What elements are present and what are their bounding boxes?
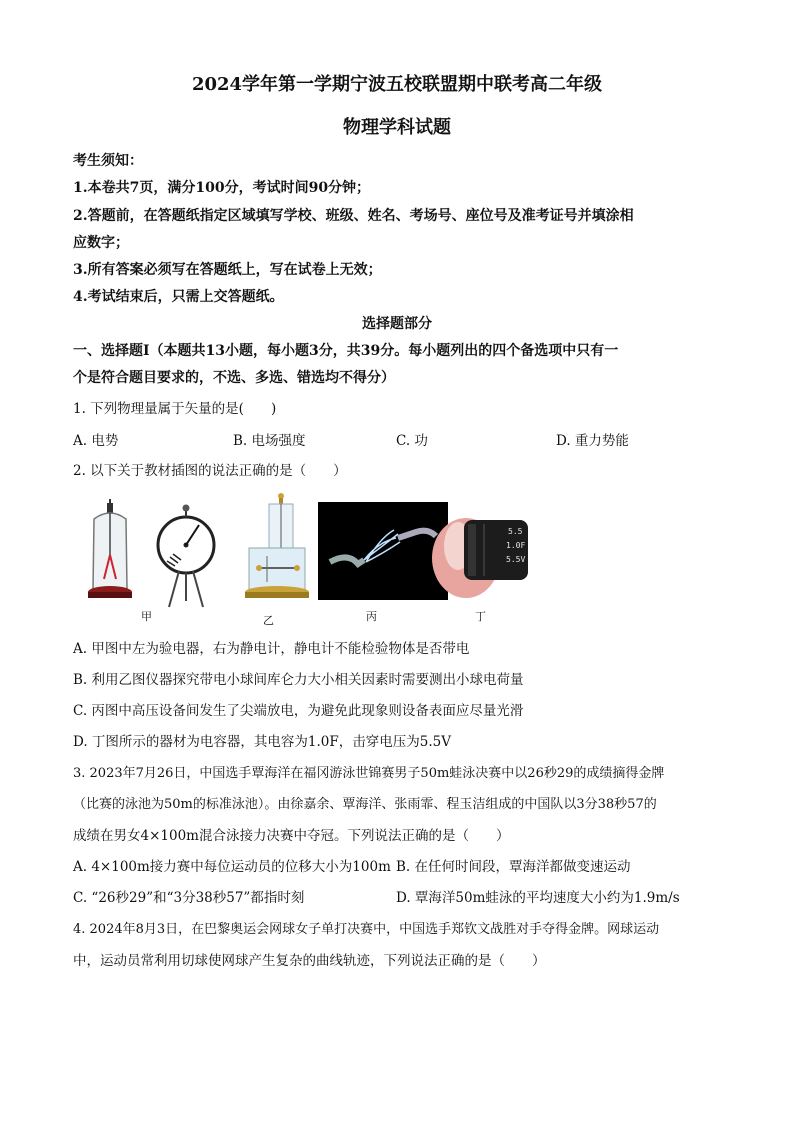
q2-option-b: B. 利用乙图仪器探究带电小球间库仑力大小相关因素时需要测出小球电荷量 (73, 672, 524, 688)
question-4-stem: 4. 2024年8月3日，在巴黎奥运会网球女子单打决赛中，中国选手郑钦文战胜对手夺得金牌。网球运动 (73, 922, 660, 937)
q1-option-d: D. 重力势能 (556, 433, 629, 449)
question-3-stem: （比赛的泳池为50m的标准泳池）。由徐嘉余、覃海洋、张雨霏、程玉洁组成的中国队以3分38秒57的 (73, 797, 657, 812)
figure-label-bing: 丙 (366, 610, 377, 623)
notice-item: 4.考试结束后，只需上交答题纸。 (73, 289, 284, 305)
notice-item: 应数字； (73, 235, 129, 251)
q1-option-b: B. 电场强度 (233, 433, 306, 449)
q3-option-c: C. “26秒29”和“3分38秒57”都指时刻 (73, 890, 305, 906)
q3-option-d: D. 覃海洋50m蛙泳的平均速度大小约为1.9m/s (396, 890, 680, 906)
q1-option-a: A. 电势 (73, 433, 119, 449)
q3-option-b: B. 在任何时间段，覃海洋都做变速运动 (396, 859, 631, 875)
question-4-stem: 中，运动员常利用切球使网球产生复杂的曲线轨迹，下列说法正确的是（ ） (73, 953, 546, 969)
figure-label-yi: 乙 (263, 614, 274, 627)
capacitor-label-1: 5.5 (508, 527, 523, 536)
notice-heading: 考生须知： (73, 153, 143, 169)
question-2-stem: 2. 以下关于教材插图的说法正确的是（ ） (73, 463, 347, 479)
notice-item: 3.所有答案必须写在答题纸上，写在试卷上无效； (73, 262, 382, 278)
figure-label-ding: 丁 (475, 610, 486, 623)
capacitor-label-3: 5.5V (506, 555, 526, 564)
question-1-stem: 1. 下列物理量属于矢量的是( ) (73, 401, 277, 417)
section-title: 选择题部分 (362, 316, 432, 332)
section-instruction: 一、选择题Ⅰ（本题共13小题，每小题3分，共39分。每小题列出的四个备选项中只有一 (73, 343, 619, 359)
figure-jia-electroscope (73, 497, 223, 609)
question-3-stem: 3. 2023年7月26日，中国选手覃海洋在福冈游泳世锦赛男子50m蛙泳决赛中以26秒29的成绩摘得金牌 (73, 766, 665, 781)
notice-item: 2.答题前，在答题纸指定区域填写学校、班级、姓名、考场号、座位号及准考证号并填涂相 (73, 208, 634, 224)
figure-yi-torsion-balance (239, 492, 311, 610)
q2-option-c: C. 丙图中高压设备间发生了尖端放电，为避免此现象则设备表面应尽量光滑 (73, 703, 524, 719)
q2-option-a: A. 甲图中左为验电器，右为静电计，静电计不能检验物体是否带电 (73, 641, 470, 657)
q2-option-d: D. 丁图所示的器材为电容器，其电容为1.0F，击穿电压为5.5V (73, 734, 451, 750)
notice-item: 1.本卷共7页，满分100分，考试时间90分钟； (73, 180, 371, 196)
q1-option-c: C. 功 (396, 433, 428, 449)
section-instruction: 个是符合题目要求的，不选、多选、错选均不得分） (73, 370, 395, 386)
question-3-stem: 成绩在男女4×100m混合泳接力决赛中夺冠。下列说法正确的是（ ） (73, 828, 510, 844)
figure-label-jia: 甲 (141, 610, 152, 623)
capacitor-label-2: 1.0F (506, 541, 526, 550)
exam-subtitle: 物理学科试题 (343, 117, 451, 138)
q2-figures (73, 497, 533, 625)
exam-title: 2024学年第一学期宁波五校联盟期中联考高二年级 (191, 74, 603, 95)
q3-option-a: A. 4×100m接力赛中每位运动员的位移大小为100m (73, 859, 391, 875)
figure-ding-capacitor (428, 502, 538, 602)
